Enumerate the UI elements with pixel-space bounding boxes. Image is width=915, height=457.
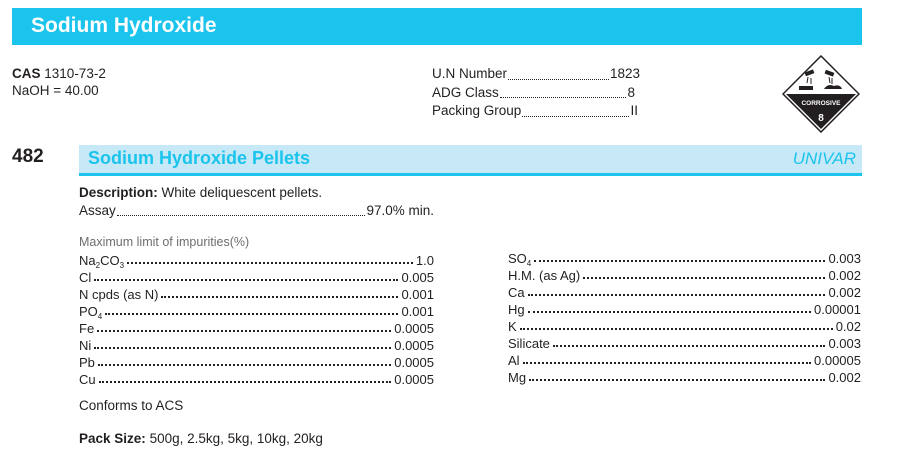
impurity-value: 0.002 [828,285,861,300]
title-bar [12,8,862,45]
impurity-value: 0.02 [835,319,861,334]
dot-leader [127,262,413,264]
impurity-value: 0.0005 [394,338,434,353]
impurity-name-part: CO [100,253,120,268]
impurity-name-part: Silicate [508,336,550,351]
impurity-value: 0.00001 [814,302,861,317]
impurity-row [508,351,861,368]
impurity-value: 1.0 [415,253,434,268]
impurity-row [508,368,861,385]
dot-leader [522,102,629,117]
dot-leader [520,328,833,330]
dot-leader [534,260,825,262]
dot-leader [528,311,811,313]
dot-leader [94,279,398,281]
assay-row [79,202,434,220]
impurity-name [508,370,526,385]
impurity-value: 0.005 [401,270,434,285]
formula-weight: NaOH = 40.00 [12,83,99,98]
impurity-name [508,268,580,283]
impurity-name-part: Al [508,353,520,368]
impurity-name-part: Cu [79,372,96,387]
impurity-row [508,317,861,334]
impurity-row [79,319,434,336]
cas-value: 1310-73-2 [44,66,106,81]
impurity-value: 0.0005 [394,355,434,370]
impurity-name-part: Ni [79,338,92,353]
impurity-value: 0.0005 [394,372,434,387]
subscript: 4 [97,312,103,321]
impurity-row [79,370,434,387]
dot-leader [161,296,398,298]
impurity-name-part: Na [79,253,96,268]
dot-leader [105,313,398,315]
impurity-value: 0.0005 [394,321,434,336]
impurities-left-column [79,251,434,387]
impurity-name [79,372,96,387]
impurity-value: 0.00005 [814,353,861,368]
pack-size-label: Pack Size: [79,431,146,446]
impurities-title: Maximum limit of impurities(%) [79,235,250,249]
impurity-name-part: Fe [79,321,95,336]
impurity-name-part: Ca [508,285,525,300]
dot-leader [528,294,826,296]
dot-leader [94,347,391,349]
adg-class-value: 8 [627,84,635,100]
impurity-name [79,287,158,302]
dot-leader [508,65,609,80]
impurity-row [79,251,434,268]
impurity-name [79,355,95,370]
transport-info [432,65,640,121]
dot-leader [98,364,391,366]
adg-class-label: ADG Class [432,84,499,100]
impurity-name-part: SO [508,251,527,266]
pack-size-value: 500g, 2.5kg, 5kg, 10kg, 20kg [149,431,323,446]
dot-leader [529,379,825,381]
product-bar [79,145,862,176]
impurity-name-part: Mg [508,370,527,385]
impurity-row [508,300,861,317]
impurity-row [79,285,434,302]
hazard-label: CORROSIVE [801,100,841,107]
impurity-name-part: H.M. (as Ag) [508,268,581,283]
pack-size [79,431,323,446]
subscript: 2 [95,261,101,270]
chemical-identifiers [12,65,106,99]
product-description [79,184,434,220]
impurity-name [508,251,531,266]
dot-leader [553,345,826,347]
corrosive-diamond-icon [782,55,860,133]
impurity-name [79,270,91,285]
dot-leader [500,84,627,99]
un-number-value: 1823 [609,66,640,81]
product-name: Sodium Hydroxide Pellets [88,148,311,168]
un-number-label: U.N Number [432,66,508,81]
impurity-name-part: Cl [79,270,92,285]
impurity-name [508,336,550,351]
impurity-value: 0.003 [828,251,861,266]
impurity-value: 0.002 [828,370,861,385]
dot-leader [99,381,392,383]
impurity-value: 0.002 [828,268,861,283]
impurity-row [508,334,861,351]
description-label: Description: [79,185,158,200]
impurity-row [508,283,861,300]
impurities-right-column [508,249,861,385]
hazard-class: 8 [818,113,824,124]
impurity-value: 0.003 [828,336,861,351]
impurity-name [508,319,517,334]
dot-leader [523,362,811,364]
impurity-value: 0.001 [401,304,434,319]
conforms-note: Conforms to ACS [79,398,184,413]
impurity-row [79,302,434,319]
dot-leader [117,202,366,216]
impurity-name [79,304,102,319]
subscript: 4 [526,259,532,268]
impurity-name [79,338,91,353]
impurity-row [79,336,434,353]
impurity-name [79,253,124,268]
subscript: 3 [119,261,125,270]
impurity-name [508,302,525,317]
assay-label: Assay [79,203,116,218]
packing-group-value: II [630,103,638,118]
impurity-name-part: Hg [508,302,525,317]
assay-value: 97.0% min. [366,203,434,218]
impurity-row [508,266,861,283]
impurity-name-part: N cpds (as N) [79,287,159,302]
impurity-name [79,321,94,336]
packing-group-label: Packing Group [432,103,522,118]
impurity-row [79,268,434,285]
impurity-name-part: Pb [79,355,95,370]
dot-leader [583,277,825,279]
cas-label: CAS [12,66,41,81]
page-title: Sodium Hydroxide [31,14,217,37]
impurity-name-part: PO [79,304,98,319]
impurity-row [79,353,434,370]
impurity-row [508,249,861,266]
brand-name: UNIVAR [792,149,856,168]
product-number: 482 [12,146,44,167]
impurity-name [508,285,525,300]
description-text: White deliquescent pellets. [161,185,323,200]
impurity-name-part: K [508,319,517,334]
impurity-value: 0.001 [401,287,434,302]
impurity-name [508,353,520,368]
dot-leader [97,330,391,332]
